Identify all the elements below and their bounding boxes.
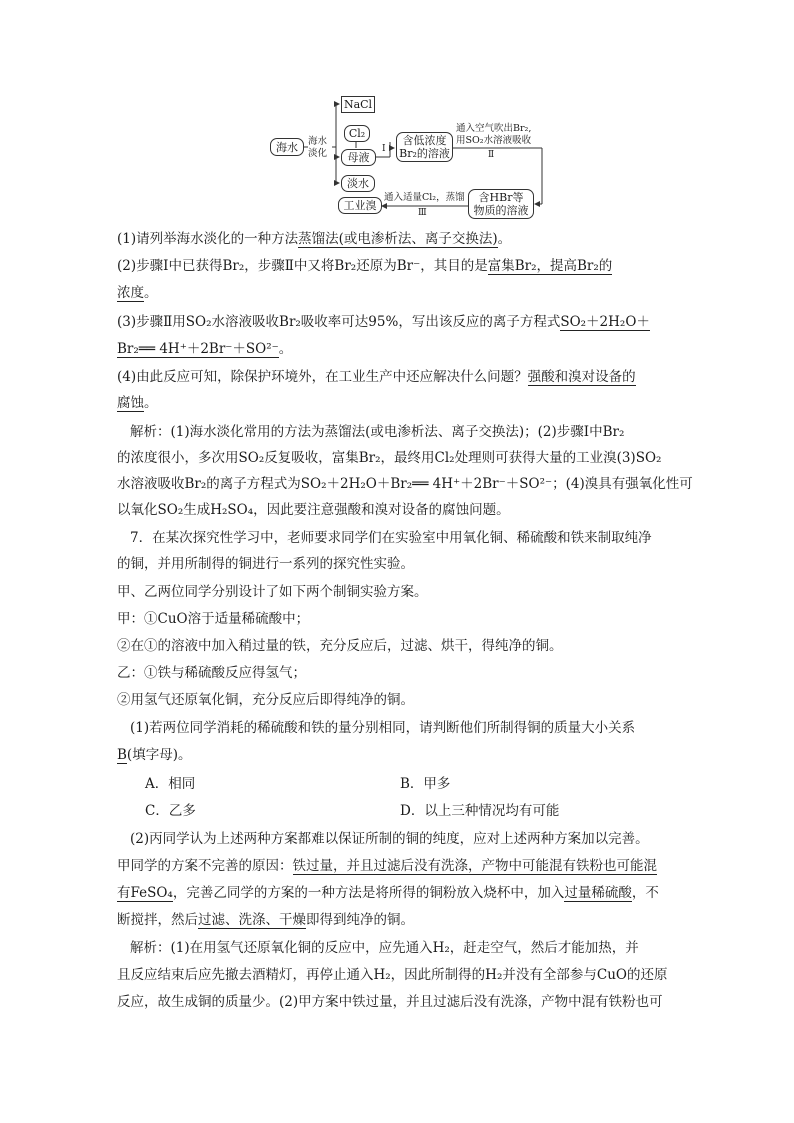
s1-end: (填字母)。 <box>126 747 192 763</box>
q3-answer-1: SO₂＋2H₂O＋ <box>560 314 650 330</box>
step-3-label: Ⅲ <box>418 208 427 218</box>
bromine-extraction-flow-diagram <box>266 86 556 226</box>
low-conc-br2-box <box>396 132 453 162</box>
analysis-1-line-3: 水溶液吸收Br₂的离子方程式为SO₂＋2H₂O＋Br₂══ 4H⁺＋2Br⁻＋SO²⁻；(4)溴具有强氧化性可 <box>117 476 693 492</box>
s2-answer-4: 过滤、洗涤、干燥 <box>198 912 306 928</box>
s2-text-5: 即得到纯净的铜。 <box>306 912 414 928</box>
question-4-line-1 <box>117 364 677 390</box>
sub-question-2-line-1: (2)丙同学认为上述两种方案都难以保证所制的铜的纯度，应对上述两种方案加以完善。 <box>130 831 649 847</box>
question-3-line-1 <box>117 309 677 335</box>
question-1 <box>117 226 677 252</box>
option-d: D．以上三种情况均有可能 <box>400 803 560 819</box>
problem-7-line-2: 的铜，并用所制得的铜进行一系列的探究性实验。 <box>117 556 414 572</box>
cl2-label: Cl₂ <box>348 127 366 140</box>
sub-question-2-line-2 <box>117 853 677 879</box>
plan-jia-step-2: ②在①的溶液中加入稍过量的铁，充分反应后，过滤、烘干，得纯净的铜。 <box>117 638 563 654</box>
plan-jia-step-1: 甲：①CuO溶于适量稀硫酸中； <box>117 611 310 627</box>
q4-answer-2: 腐蚀 <box>117 395 144 411</box>
sub-question-2-line-4 <box>117 907 677 933</box>
analysis-1-line-1: 解析：(1)海水淡化常用的方法为蒸馏法(或电渗析法、离子交换法)；(2)步骤Ⅰ中Br₂ <box>130 424 625 440</box>
problem-7-line-1: 7．在某次探究性学习中，老师要求同学们在实验室中用氧化铜、稀硫酸和铁来制取纯净 <box>130 530 652 546</box>
sub-question-2-line-3 <box>117 880 677 906</box>
question-3-line-2 <box>117 336 677 362</box>
air-blow-label-1: 通入空气吹出Br₂, <box>456 123 532 134</box>
q1-text: (1)请列举海水淡化的一种方法 <box>117 231 299 247</box>
q3-end: 。 <box>278 341 293 357</box>
plan-yi-step-1: 乙：①铁与稀硫酸反应得氢气； <box>117 665 306 681</box>
q2-answer-1: 富集Br₂，提高Br₂的 <box>487 258 613 274</box>
analysis-1-line-2: 的浓度很小，多次用SO₂反复吸收，富集Br₂，最终用Cl₂处理则可获得大量的工业溴(3)SO₂ <box>117 450 662 466</box>
air-blow-label-2: 用SO₂水溶液吸收 <box>456 135 532 146</box>
sub-question-1-line-1: (1)若两位同学消耗的稀硫酸和铁的量分别相同，请判断他们所制得铜的质量大小关系 <box>130 720 636 736</box>
analysis-2-line-1: 解析：(1)在用氢气还原氧化铜的反应中，应先通入H₂，赶走空气，然后才能加热，并 <box>130 940 639 956</box>
s2-text-3: ，不 <box>631 885 659 901</box>
s2-text-4: 断搅拌，然后 <box>117 912 198 928</box>
mother-liquor-box <box>341 149 376 166</box>
s2-answer-1: 铁过量，并且过滤后没有洗涤，产物中可能混有铁粉也可能混 <box>292 858 657 874</box>
q1-end: 。 <box>497 231 512 247</box>
q2-text: (2)步骤Ⅰ中已获得Br₂，步骤Ⅱ中又将Br₂还原为Br⁻，其目的是 <box>117 258 488 274</box>
industrial-bromine-box <box>338 197 382 214</box>
option-b: B．甲多 <box>400 776 451 792</box>
option-c: C．乙多 <box>145 803 196 819</box>
fresh-water-box <box>341 175 375 192</box>
q3-text: (3)步骤Ⅱ用SO₂水溶液吸收Br₂吸收率可达95%，写出该反应的离子方程式 <box>117 314 561 330</box>
option-a: A．相同 <box>145 776 196 792</box>
cl2-box <box>344 125 370 142</box>
q1-answer: 蒸馏法(或电渗析法、离子交换法) <box>298 231 498 247</box>
q4-answer-1: 强酸和溴对设备的 <box>527 369 636 385</box>
q3-answer-2: Br₂══ 4H⁺＋2Br⁻＋SO²⁻ <box>117 341 279 357</box>
q4-end: 。 <box>144 395 158 411</box>
analysis-1-line-4: 以氧化SO₂生成H₂SO₄，因此要注意强酸和溴对设备的腐蚀问题。 <box>117 502 510 518</box>
mother-liquor-label: 母液 <box>347 151 370 164</box>
s1-answer: B <box>117 747 127 763</box>
s2-answer-3: 过量稀硫酸 <box>564 885 632 901</box>
hbr-line-2: 物质的溶液 <box>473 204 529 217</box>
s2-answer-2: 有FeSO₄ <box>117 885 173 901</box>
hbr-solution-box <box>468 189 534 219</box>
s2-text-2: ，完善乙同学的方案的一种方法是将所得的铜粉放入烧杯中，加入 <box>172 885 565 901</box>
question-2-line-1 <box>117 253 677 279</box>
s2-text-1: 甲同学的方案不完善的原因： <box>117 858 293 874</box>
hbr-line-1: 含HBr等 <box>478 191 524 204</box>
desalination-label-1: 海水 <box>308 136 328 147</box>
nacl-box <box>341 96 375 113</box>
seawater-box <box>270 138 304 156</box>
question-2-line-2 <box>117 280 677 306</box>
sub-question-1-line-2 <box>117 742 677 768</box>
q2-end: 。 <box>144 285 158 301</box>
cl2-distill-label: 通入适量Cl₂，蒸馏 <box>384 192 465 203</box>
step-2-label: Ⅱ <box>488 150 495 160</box>
q4-text: (4)由此反应可知，除保护环境外，在工业生产中还应解决什么问题？ <box>117 369 528 385</box>
q2-answer-2: 浓度 <box>117 285 144 301</box>
problem-7-line-3: 甲、乙两位同学分别设计了如下两个制铜实验方案。 <box>117 584 428 600</box>
fresh-water-label: 淡水 <box>347 177 369 190</box>
nacl-label: NaCl <box>343 98 373 111</box>
low-conc-line-2: Br₂的溶液 <box>399 147 450 160</box>
analysis-2-line-2: 且反应结束后应先撤去酒精灯，再停止通入H₂，因此所制得的H₂并没有全部参与CuO的还原 <box>117 967 668 983</box>
desalination-label-2: 淡化 <box>308 148 328 159</box>
seawater-label: 海水 <box>276 140 298 154</box>
analysis-2-line-3: 反应，故生成铜的质量少。(2)甲方案中铁过量，并且过滤后没有洗涤，产物中混有铁粉也可 <box>117 994 663 1010</box>
step-1-label: Ⅰ <box>382 144 386 154</box>
question-4-line-2 <box>117 390 677 416</box>
plan-yi-step-2: ②用氢气还原氧化铜，充分反应后即得纯净的铜。 <box>117 692 414 708</box>
industrial-bromine-label: 工业溴 <box>343 199 377 212</box>
low-conc-line-1: 含低浓度 <box>402 134 447 147</box>
